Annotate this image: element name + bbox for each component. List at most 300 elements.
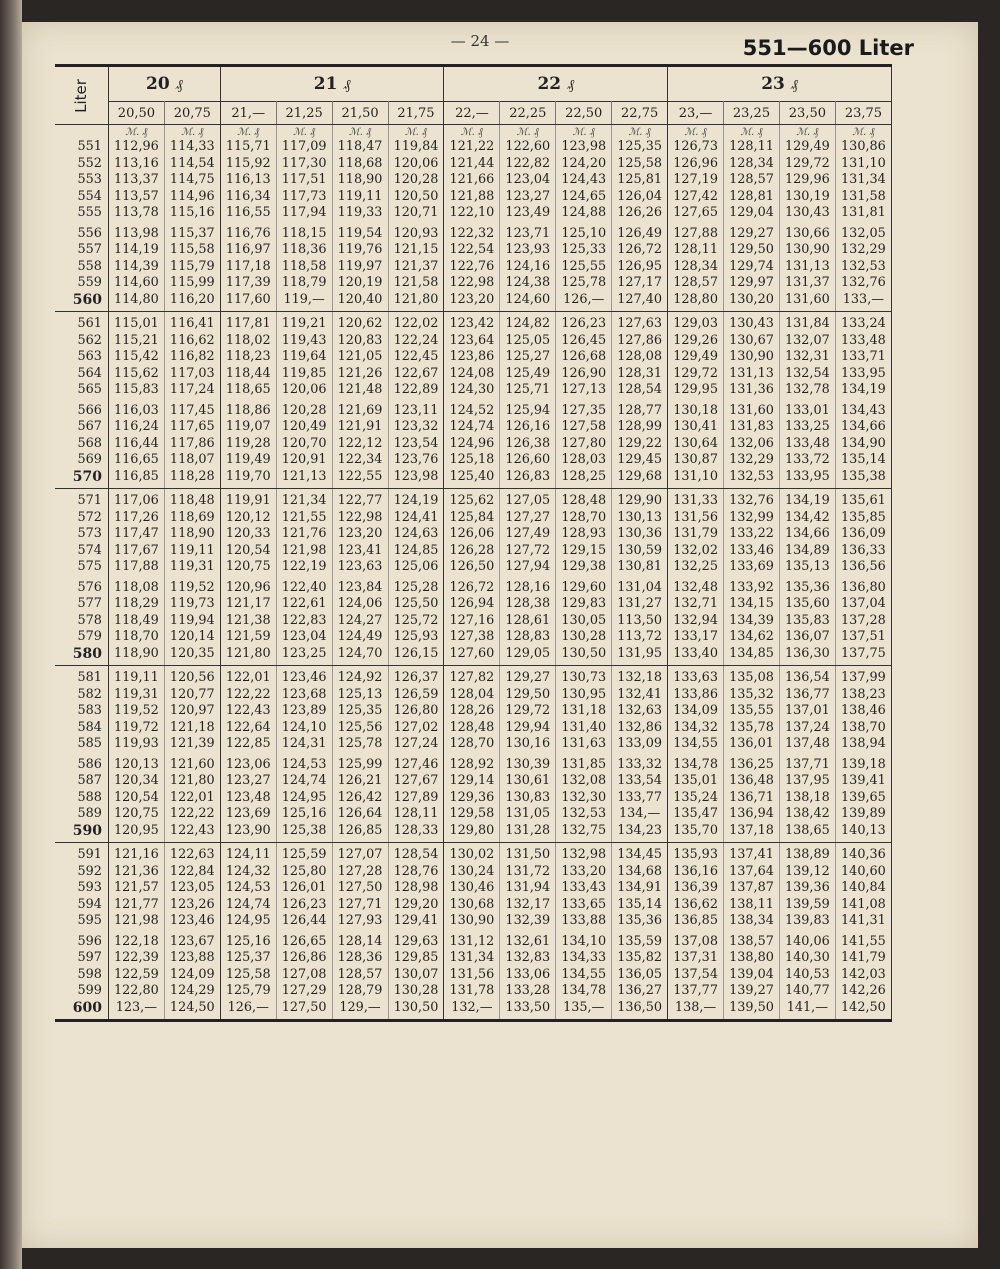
group-header-22 <box>444 66 668 102</box>
unit-label: ℳ. ₰ <box>388 125 444 140</box>
price-cell: 124,95 <box>220 913 276 930</box>
table-row <box>55 576 892 597</box>
price-cell: 133,92 <box>724 576 780 597</box>
price-cell: 116,24 <box>108 419 164 436</box>
unit-label: ℳ. ₰ <box>444 125 500 140</box>
table-row <box>55 312 892 333</box>
price-cell: 138,70 <box>835 720 891 737</box>
price-cell: 141,79 <box>835 950 891 967</box>
price-cell: 133,48 <box>779 436 835 453</box>
price-cell: 124,52 <box>444 399 500 420</box>
price-cell: 122,39 <box>108 950 164 967</box>
table-row <box>55 1000 892 1021</box>
price-cell: 124,29 <box>164 983 220 1000</box>
price-cell: 132,76 <box>835 275 891 292</box>
price-cell: 114,80 <box>108 292 164 312</box>
price-cell: 133,06 <box>500 967 556 984</box>
price-cell: 123,64 <box>444 333 500 350</box>
price-cell: 116,76 <box>220 222 276 243</box>
price-cell: 140,77 <box>779 983 835 1000</box>
group-header-20 <box>108 66 220 102</box>
price-cell: 121,39 <box>164 736 220 753</box>
price-cell: 123,11 <box>388 399 444 420</box>
price-cell: 121,36 <box>108 864 164 881</box>
group-label: 20 <box>146 74 170 94</box>
price-cell: 119,91 <box>220 489 276 510</box>
liter-cell: 576 <box>55 576 108 597</box>
price-cell: 136,56 <box>835 559 891 576</box>
table-row <box>55 172 892 189</box>
liter-cell: 599 <box>55 983 108 1000</box>
price-cell: 128,54 <box>388 843 444 864</box>
price-cell: 131,34 <box>835 172 891 189</box>
price-cell: 124,74 <box>444 419 500 436</box>
price-cell: 127,02 <box>388 720 444 737</box>
price-cell: 122,98 <box>444 275 500 292</box>
price-cell: 135,83 <box>779 613 835 630</box>
price-cell: 122,45 <box>388 349 444 366</box>
price-cell: 120,28 <box>276 399 332 420</box>
price-cell: 119,31 <box>164 559 220 576</box>
price-cell: 121,80 <box>220 646 276 666</box>
price-cell: 135,24 <box>668 790 724 807</box>
table-row <box>55 205 892 222</box>
price-cell: 133,48 <box>835 333 891 350</box>
price-cell: 138,80 <box>724 950 780 967</box>
price-cell: 123,20 <box>444 292 500 312</box>
price-cell: 137,54 <box>668 967 724 984</box>
price-cell: 128,99 <box>612 419 668 436</box>
price-cell: 136,62 <box>668 897 724 914</box>
price-cell: 126,23 <box>556 312 612 333</box>
price-cell: 129,50 <box>500 687 556 704</box>
price-cell: 134,90 <box>835 436 891 453</box>
table-row <box>55 526 892 543</box>
price-cell: 118,15 <box>276 222 332 243</box>
table-row <box>55 880 892 897</box>
price-cell: 121,80 <box>164 773 220 790</box>
price-cell: 122,82 <box>500 156 556 173</box>
price-cell: 125,80 <box>276 864 332 881</box>
price-cell: 131,13 <box>724 366 780 383</box>
unit-label: ℳ. ₰ <box>332 125 388 140</box>
price-cell: 117,45 <box>164 399 220 420</box>
price-table <box>55 64 892 1022</box>
price-cell: 117,09 <box>276 139 332 156</box>
price-cell: 120,75 <box>108 806 164 823</box>
price-cell: 119,97 <box>332 259 388 276</box>
price-cell: 114,39 <box>108 259 164 276</box>
unit-label: ℳ. ₰ <box>668 125 724 140</box>
price-cell: 123,42 <box>444 312 500 333</box>
price-cell: 121,59 <box>220 629 276 646</box>
price-cell: 125,62 <box>444 489 500 510</box>
price-cell: 123,04 <box>500 172 556 189</box>
group-header-row <box>55 66 892 102</box>
liter-cell: 587 <box>55 773 108 790</box>
price-cell: 136,50 <box>612 1000 668 1021</box>
price-cell: 120,34 <box>108 773 164 790</box>
price-cell: 138,46 <box>835 703 891 720</box>
price-cell: 130,90 <box>724 349 780 366</box>
price-cell: 120,14 <box>164 629 220 646</box>
price-cell: 115,71 <box>220 139 276 156</box>
price-cell: 134,39 <box>724 613 780 630</box>
price-cell: 137,41 <box>724 843 780 864</box>
price-cell: 131,10 <box>835 156 891 173</box>
price-cell: 117,65 <box>164 419 220 436</box>
liter-cell: 574 <box>55 543 108 560</box>
price-cell: 132,29 <box>835 242 891 259</box>
price-cell: 133,22 <box>724 526 780 543</box>
price-cell: 133,32 <box>612 753 668 774</box>
price-cell: 121,38 <box>220 613 276 630</box>
price-cell: 121,91 <box>332 419 388 436</box>
table-row <box>55 543 892 560</box>
price-cell: 128,38 <box>500 596 556 613</box>
price-cell: 133,09 <box>612 736 668 753</box>
price-cell: 133,40 <box>668 646 724 666</box>
price-cell: 127,07 <box>332 843 388 864</box>
price-cell: 133,95 <box>835 366 891 383</box>
price-header-row <box>55 102 892 125</box>
price-cell: 130,16 <box>500 736 556 753</box>
table-row <box>55 559 892 576</box>
price-cell: 125,16 <box>276 806 332 823</box>
price-cell: 130,19 <box>779 189 835 206</box>
price-cell: 127,94 <box>500 559 556 576</box>
price-cell: 114,60 <box>108 275 164 292</box>
price-cell: 122,67 <box>388 366 444 383</box>
price-cell: 119,85 <box>276 366 332 383</box>
price-cell: 130,83 <box>500 790 556 807</box>
price-cell: 117,24 <box>164 382 220 399</box>
price-cell: 133,54 <box>612 773 668 790</box>
table-row <box>55 983 892 1000</box>
price-cell: 120,71 <box>388 205 444 222</box>
price-cell: 116,65 <box>108 452 164 469</box>
price-cell: 122,22 <box>220 687 276 704</box>
table-row <box>55 436 892 453</box>
price-cell: 120,77 <box>164 687 220 704</box>
price-cell: 135,47 <box>668 806 724 823</box>
liter-cell: 582 <box>55 687 108 704</box>
price-cell: 120,35 <box>164 646 220 666</box>
unit-label: ℳ. ₰ <box>835 125 891 140</box>
liter-cell: 597 <box>55 950 108 967</box>
price-cell: 120,70 <box>276 436 332 453</box>
price-cell: 140,36 <box>835 843 891 864</box>
table-row <box>55 333 892 350</box>
price-cell: 128,57 <box>332 967 388 984</box>
price-cell: 133,72 <box>779 452 835 469</box>
liter-cell: 581 <box>55 666 108 687</box>
price-cell: 116,62 <box>164 333 220 350</box>
price-cell: 121,05 <box>332 349 388 366</box>
price-cell: 113,37 <box>108 172 164 189</box>
price-cell: 120,19 <box>332 275 388 292</box>
price-cell: 130,41 <box>668 419 724 436</box>
price-cell: 128,08 <box>612 349 668 366</box>
price-cell: 128,03 <box>556 452 612 469</box>
price-cell: 127,08 <box>276 967 332 984</box>
price-cell: 130,59 <box>612 543 668 560</box>
price-cell: 129,27 <box>500 666 556 687</box>
price-cell: 120,91 <box>276 452 332 469</box>
price-cell: 128,98 <box>388 880 444 897</box>
price-cell: 124,31 <box>276 736 332 753</box>
liter-cell: 596 <box>55 930 108 951</box>
price-cell: 126,49 <box>612 222 668 243</box>
table-row <box>55 510 892 527</box>
price-cell: 136,27 <box>612 983 668 1000</box>
page-number: — 24 — <box>450 32 510 50</box>
price-cell: 114,96 <box>164 189 220 206</box>
price-header: 22,50 <box>556 102 612 125</box>
price-cell: 128,48 <box>556 489 612 510</box>
liter-cell: 557 <box>55 242 108 259</box>
price-cell: 113,72 <box>612 629 668 646</box>
price-cell: 142,50 <box>835 1000 891 1021</box>
price-cell: 117,51 <box>276 172 332 189</box>
table-row <box>55 275 892 292</box>
price-cell: 130,43 <box>779 205 835 222</box>
price-cell: 132,76 <box>724 489 780 510</box>
price-cell: 122,12 <box>332 436 388 453</box>
price-cell: 115,42 <box>108 349 164 366</box>
price-cell: 126,23 <box>276 897 332 914</box>
liter-cell: 552 <box>55 156 108 173</box>
price-cell: 119,31 <box>108 687 164 704</box>
unit-label: ℳ. ₰ <box>276 125 332 140</box>
price-cell: 133,50 <box>500 1000 556 1021</box>
price-cell: 123,98 <box>556 139 612 156</box>
price-cell: 130,86 <box>835 139 891 156</box>
price-cell: 128,92 <box>444 753 500 774</box>
price-cell: 125,59 <box>276 843 332 864</box>
price-cell: 132,18 <box>612 666 668 687</box>
price-cell: 124,06 <box>332 596 388 613</box>
price-cell: 131,95 <box>612 646 668 666</box>
price-cell: 131,56 <box>444 967 500 984</box>
price-cell: 125,71 <box>500 382 556 399</box>
price-cell: 131,60 <box>724 399 780 420</box>
price-cell: 126,64 <box>332 806 388 823</box>
price-cell: 127,13 <box>556 382 612 399</box>
price-cell: 137,04 <box>835 596 891 613</box>
price-cell: 123,76 <box>388 452 444 469</box>
price-cell: 119,72 <box>108 720 164 737</box>
price-cell: 119,93 <box>108 736 164 753</box>
price-cell: 138,94 <box>835 736 891 753</box>
liter-cell: 559 <box>55 275 108 292</box>
price-cell: 121,17 <box>220 596 276 613</box>
price-cell: 132,17 <box>500 897 556 914</box>
price-cell: 123,32 <box>388 419 444 436</box>
price-cell: 132,75 <box>556 823 612 843</box>
price-cell: 138,— <box>668 1000 724 1021</box>
price-cell: 124,41 <box>388 510 444 527</box>
table-row <box>55 864 892 881</box>
liter-cell: 571 <box>55 489 108 510</box>
price-cell: 120,54 <box>108 790 164 807</box>
price-cell: 129,41 <box>388 913 444 930</box>
price-cell: 128,25 <box>556 469 612 489</box>
price-cell: 123,46 <box>276 666 332 687</box>
price-cell: 122,84 <box>164 864 220 881</box>
price-cell: 131,37 <box>779 275 835 292</box>
price-cell: 121,76 <box>276 526 332 543</box>
price-cell: 130,20 <box>724 292 780 312</box>
price-cell: 124,16 <box>500 259 556 276</box>
liter-cell: 554 <box>55 189 108 206</box>
price-cell: 137,95 <box>779 773 835 790</box>
price-cell: 128,79 <box>332 983 388 1000</box>
price-cell: 142,26 <box>835 983 891 1000</box>
price-cell: 135,93 <box>668 843 724 864</box>
price-cell: 126,06 <box>444 526 500 543</box>
liter-cell: 583 <box>55 703 108 720</box>
price-cell: 136,01 <box>724 736 780 753</box>
price-cell: 124,88 <box>556 205 612 222</box>
price-cell: 132,08 <box>556 773 612 790</box>
price-cell: 131,40 <box>556 720 612 737</box>
price-cell: 123,20 <box>332 526 388 543</box>
table-row <box>55 790 892 807</box>
price-cell: 129,50 <box>724 242 780 259</box>
price-cell: 132,30 <box>556 790 612 807</box>
price-cell: 129,14 <box>444 773 500 790</box>
price-cell: 112,96 <box>108 139 164 156</box>
price-cell: 121,22 <box>444 139 500 156</box>
price-cell: 122,19 <box>276 559 332 576</box>
price-cell: 125,05 <box>500 333 556 350</box>
price-cell: 119,33 <box>332 205 388 222</box>
price-cell: 127,42 <box>668 189 724 206</box>
liter-cell: 600 <box>55 1000 108 1021</box>
price-cell: 129,38 <box>556 559 612 576</box>
price-cell: 136,07 <box>779 629 835 646</box>
price-cell: 123,89 <box>276 703 332 720</box>
price-cell: 121,26 <box>332 366 388 383</box>
price-cell: 137,71 <box>779 753 835 774</box>
price-cell: 126,37 <box>388 666 444 687</box>
price-cell: 125,93 <box>388 629 444 646</box>
price-cell: 119,— <box>276 292 332 312</box>
price-cell: 127,50 <box>332 880 388 897</box>
price-cell: 126,60 <box>500 452 556 469</box>
price-cell: 140,60 <box>835 864 891 881</box>
price-cell: 123,06 <box>220 753 276 774</box>
price-cell: 135,08 <box>724 666 780 687</box>
price-cell: 138,65 <box>779 823 835 843</box>
price-cell: 128,04 <box>444 687 500 704</box>
price-cell: 117,88 <box>108 559 164 576</box>
price-cell: 125,56 <box>332 720 388 737</box>
price-cell: 130,64 <box>668 436 724 453</box>
price-cell: 138,11 <box>724 897 780 914</box>
price-cell: 140,30 <box>779 950 835 967</box>
price-cell: 124,11 <box>220 843 276 864</box>
price-cell: 120,40 <box>332 292 388 312</box>
price-cell: 122,34 <box>332 452 388 469</box>
unit-label: ℳ. ₰ <box>220 125 276 140</box>
price-cell: 128,26 <box>444 703 500 720</box>
price-cell: 117,03 <box>164 366 220 383</box>
liter-cell: 592 <box>55 864 108 881</box>
liter-cell: 558 <box>55 259 108 276</box>
price-cell: 136,39 <box>668 880 724 897</box>
price-cell: 130,24 <box>444 864 500 881</box>
price-cell: 121,13 <box>276 469 332 489</box>
price-cell: 128,11 <box>388 806 444 823</box>
price-cell: 139,59 <box>779 897 835 914</box>
table-row <box>55 967 892 984</box>
price-cell: 118,02 <box>220 333 276 350</box>
price-cell: 133,— <box>835 292 891 312</box>
price-cell: 114,75 <box>164 172 220 189</box>
table-row <box>55 913 892 930</box>
price-cell: 135,13 <box>779 559 835 576</box>
price-cell: 129,85 <box>388 950 444 967</box>
liter-cell: 595 <box>55 913 108 930</box>
price-cell: 139,36 <box>779 880 835 897</box>
price-cell: 127,28 <box>332 864 388 881</box>
price-cell: 130,39 <box>500 753 556 774</box>
price-cell: 125,79 <box>220 983 276 1000</box>
price-cell: 124,53 <box>220 880 276 897</box>
price-cell: 133,69 <box>724 559 780 576</box>
price-cell: 128,54 <box>612 382 668 399</box>
price-cell: 129,45 <box>612 452 668 469</box>
price-cell: 133,43 <box>556 880 612 897</box>
price-cell: 117,60 <box>220 292 276 312</box>
price-cell: 121,88 <box>444 189 500 206</box>
price-cell: 133,20 <box>556 864 612 881</box>
price-cell: 132,41 <box>612 687 668 704</box>
price-cell: 117,39 <box>220 275 276 292</box>
price-cell: 129,20 <box>388 897 444 914</box>
price-cell: 120,12 <box>220 510 276 527</box>
price-cell: 114,19 <box>108 242 164 259</box>
price-cell: 120,06 <box>276 382 332 399</box>
price-cell: 132,98 <box>556 843 612 864</box>
liter-cell: 584 <box>55 720 108 737</box>
price-cell: 124,74 <box>276 773 332 790</box>
price-cell: 120,50 <box>388 189 444 206</box>
price-cell: 124,50 <box>164 1000 220 1021</box>
table-row <box>55 646 892 666</box>
price-cell: 118,07 <box>164 452 220 469</box>
price-cell: 134,33 <box>556 950 612 967</box>
price-cell: 127,38 <box>444 629 500 646</box>
price-cell: 138,89 <box>779 843 835 864</box>
price-cell: 130,18 <box>668 399 724 420</box>
price-cell: 131,18 <box>556 703 612 720</box>
liter-cell: 575 <box>55 559 108 576</box>
price-cell: 125,35 <box>332 703 388 720</box>
unit-label: ℳ. ₰ <box>500 125 556 140</box>
price-cell: 136,16 <box>668 864 724 881</box>
range-title: 551—600 Liter <box>742 36 914 60</box>
price-cell: 134,19 <box>835 382 891 399</box>
price-cell: 128,70 <box>556 510 612 527</box>
price-cell: 129,49 <box>668 349 724 366</box>
price-cell: 115,21 <box>108 333 164 350</box>
price-cell: 131,63 <box>556 736 612 753</box>
price-cell: 119,94 <box>164 613 220 630</box>
price-header: 21,75 <box>388 102 444 125</box>
